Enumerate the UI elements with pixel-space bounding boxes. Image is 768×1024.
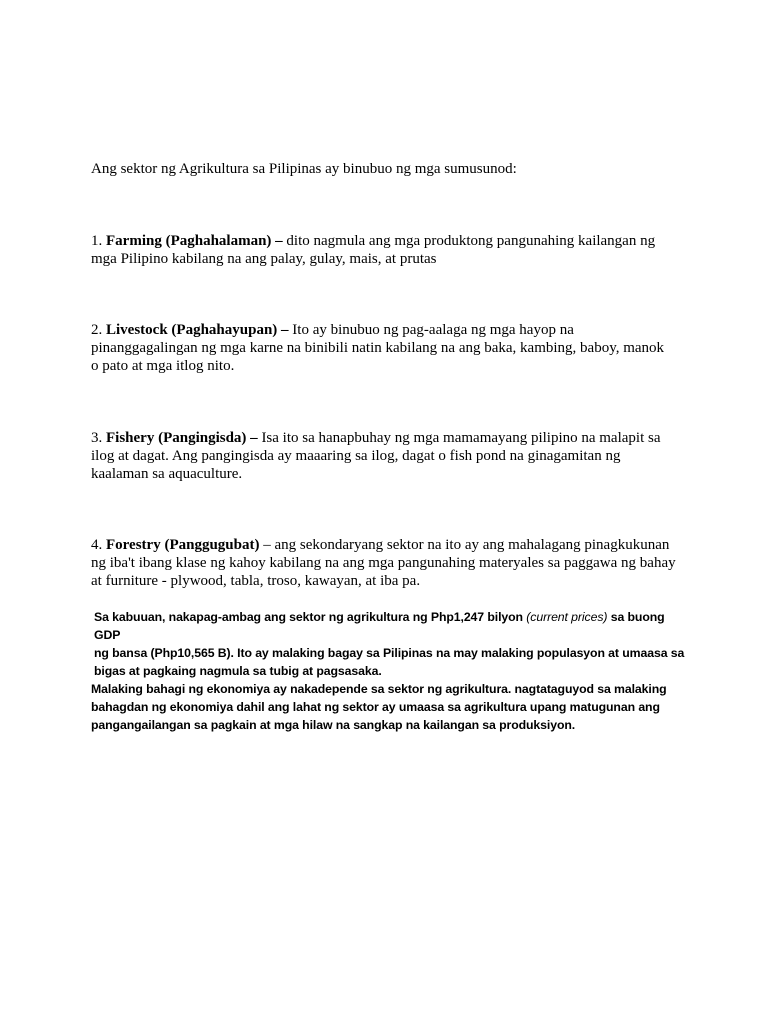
item-text: – ang sekondaryang sektor na ito ay ang mahalagang pinagkukunan bbox=[263, 537, 670, 553]
summary-text: bigas at pagkaing nagmula sa tubig at pagsasaka. bbox=[94, 664, 382, 678]
summary-paragraph bbox=[94, 608, 689, 680]
summary-text: ng bansa (Php10,565 B). Ito ay malaking bagay sa Pilipinas na may malaking populasyon at umaasa sa bbox=[94, 646, 685, 660]
item-number: 2. bbox=[91, 322, 103, 338]
item-term: Forestry (Panggugubat) bbox=[106, 537, 260, 553]
list-item-farming bbox=[91, 232, 683, 268]
intro-text: Ang sektor ng Agrikultura sa Pilipinas ay binubuo ng mga sumusunod: bbox=[91, 161, 517, 177]
closing-paragraph bbox=[91, 680, 686, 734]
item-term: Farming (Paghahalaman) – bbox=[106, 233, 283, 249]
closing-text: Malaking bahagi ng ekonomiya ay nakadepende sa sektor ng agrikultura. nagtataguyod sa malaking bbox=[91, 682, 667, 696]
item-text: kaalaman sa aquaculture. bbox=[91, 466, 243, 482]
item-text: ilog at dagat. Ang pangingisda ay maaaring sa ilog, dagat o fish pond na ginagamitan ng bbox=[91, 448, 621, 464]
item-number: 4. bbox=[91, 537, 103, 553]
item-text: dito nagmula ang mga produktong pangunahing kailangan ng bbox=[286, 233, 656, 249]
item-number: 1. bbox=[91, 233, 103, 249]
list-item-forestry bbox=[91, 536, 683, 590]
item-text: mga Pilipino kabilang na ang palay, gulay, mais, at prutas bbox=[91, 251, 437, 267]
item-text: Ito ay binubuo ng pag-aalaga ng mga hayop na bbox=[292, 322, 574, 338]
list-item-fishery bbox=[91, 429, 683, 483]
item-text: Isa ito sa hanapbuhay ng mga mamamayang pilipino na malapit sa bbox=[261, 430, 661, 446]
summary-text: Sa kabuuan, nakapag-ambag ang sektor ng agrikultura ng Php1,247 bilyon bbox=[94, 610, 523, 624]
item-text: at furniture - plywood, tabla, troso, kawayan, at iba pa. bbox=[91, 573, 421, 589]
item-text: pinanggagalingan ng mga karne na binibili natin kabilang na ang baka, kambing, baboy, manok bbox=[91, 340, 665, 356]
summary-italic: (current prices) bbox=[526, 610, 608, 624]
item-text: ng iba't ibang klase ng kahoy kabilang na ang mga pangunahing materyales sa paggawa ng bahay bbox=[91, 555, 676, 571]
list-item-livestock bbox=[91, 321, 683, 375]
closing-text: bahagdan ng ekonomiya dahil ang lahat ng sektor ay umaasa sa agrikultura upang matugunan ang bbox=[91, 700, 660, 714]
item-text: o pato at mga itlog nito. bbox=[91, 358, 235, 374]
item-term: Fishery (Pangingisda) – bbox=[106, 430, 258, 446]
item-number: 3. bbox=[91, 430, 103, 446]
item-term: Livestock (Paghahayupan) – bbox=[106, 322, 289, 338]
closing-text: pangangailangan sa pagkain at mga hilaw na sangkap na kailangan sa produksiyon. bbox=[91, 718, 576, 732]
summary-text: sa buong GDP bbox=[94, 610, 665, 642]
